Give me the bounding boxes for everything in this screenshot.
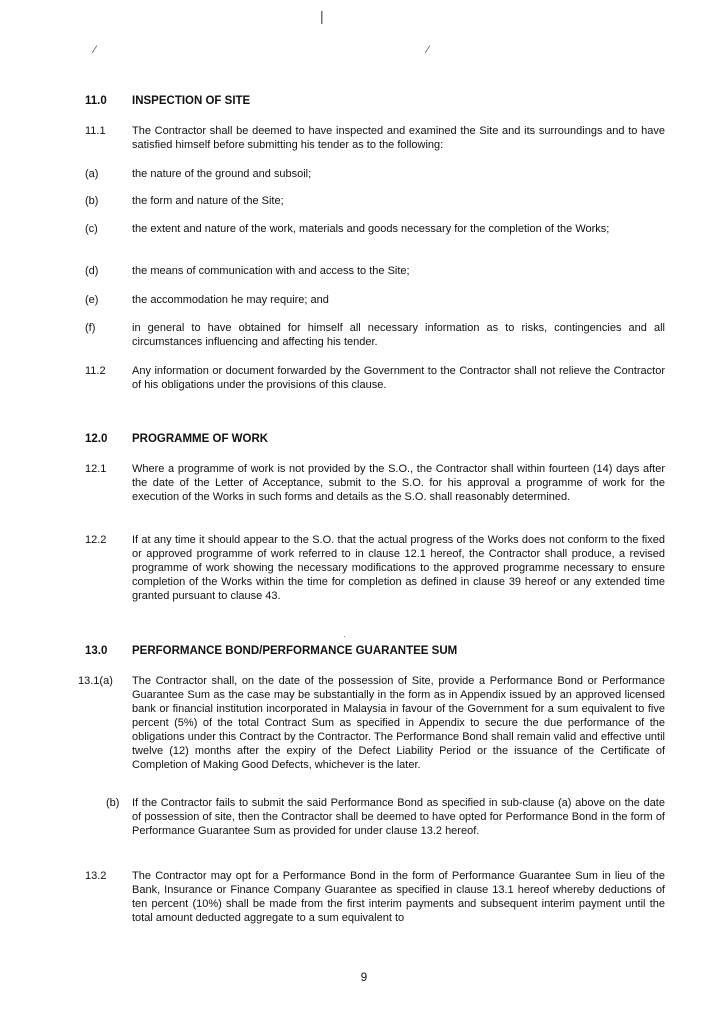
clause-number: 12.1 [85, 463, 107, 475]
clause-number: 11.1 [85, 125, 106, 137]
section-number: 12.0 [85, 433, 108, 445]
clause-number: (a) [85, 168, 99, 180]
clause-text: the means of communication with and access to the Site; [132, 265, 410, 277]
clause-text: If at any time it should appear to the S.O. that the actual progress of the Works does not conform to the fixed or approved programme of work referred to in clause 12.1 hereof, the Contractor shall produce, a revised programme of work showing the necessary modifications to the approved programme necessary to ensure completion of the Works within the time for completion as defined in clause 39 hereof or any extended time granted pursuant to clause 43. [132, 534, 665, 602]
clause-number: 12.2 [85, 534, 107, 546]
clause-text: the extent and nature of the work, materials and goods necessary for the completion of the Works; [132, 223, 610, 235]
section-title: PROGRAMME OF WORK [132, 433, 269, 445]
section-number: 13.0 [85, 645, 108, 657]
clause-number: (c) [85, 223, 98, 235]
clause-text: The Contractor shall be deemed to have inspected and examined the Site and its surroundings and to have satisfied himself before submitting his tender as to the following: [132, 125, 665, 151]
section-number: 11.0 [85, 95, 107, 107]
clause-text: If the Contractor fails to submit the said Performance Bond as specified in sub-clause (a) above on the date of possession of site, then the Contractor shall be deemed to have opted for Performance Bond in the form of Performance Guarantee Sum as provided for under clause 13.2 hereof. [132, 797, 665, 837]
clause-text: in general to have obtained for himself all necessary information as to risks, contingencies and all circumstances influencing and affecting his tender. [132, 322, 665, 348]
clause-text: the accommodation he may require; and [132, 294, 329, 306]
clause-number: (e) [85, 294, 99, 306]
section-heading-11 [85, 95, 250, 107]
scan-mark-left: ⁄ [94, 44, 96, 56]
clause-text: Any information or document forwarded by the Government to the Contractor shall not relieve the Contractor of his obligations under the provisions of this clause. [132, 365, 665, 391]
clause-number: 11.2 [85, 365, 106, 377]
page-number: 9 [360, 972, 368, 984]
section-heading-13 [85, 645, 457, 657]
clause-number: (d) [85, 265, 99, 277]
scan-dot: · [343, 632, 346, 641]
clause-text: Where a programme of work is not provided by the S.O., the Contractor shall within fourteen (14) days after the date of the Letter of Acceptance, submit to the S.O. for his approval a programme of work for the execution of the Works in such forms and details as the S.O. shall reasonably determined. [132, 463, 665, 503]
clause-text: The Contractor shall, on the date of the possession of Site, provide a Performance Bond or Performance Guarantee Sum as the case may be substantially in the form as in Appendix issued by an approved licensed bank or financial institution incorporated in Malaysia in favour of the Government for a sum equivalent to five percent (5%) of the total Contract Sum as specified in Appendix to secure the due performance of the obligations under this Contract by the Contractor. The Performance Bond shall remain valid and effective until twelve (12) months after the expiry of the Defect Liability Period or the issuance of the Certificate of Completion of Making Good Defects, whichever is the later. [132, 675, 665, 771]
section-heading-12 [85, 433, 268, 445]
section-title: INSPECTION OF SITE [132, 95, 251, 107]
clause-number: 13.2 [85, 870, 107, 882]
section-title: PERFORMANCE BOND/PERFORMANCE GUARANTEE SUM [132, 645, 458, 657]
clause-number: (f) [85, 322, 96, 334]
clause-number: (b) [85, 195, 99, 207]
scan-mark-top: | [320, 8, 324, 24]
clause-text: the form and nature of the Site; [132, 195, 284, 207]
clause-text: The Contractor may opt for a Performance Bond in the form of Performance Guarantee Sum in lieu of the Bank, Insurance or Finance Company Guarantee as specified in clause 13.1 hereof whereby deductions of ten percent (10%) shall be made from the first interim payments and subsequent interim payment until the total amount deducted aggregate to a sum equivalent to [132, 870, 665, 924]
clause-text: the nature of the ground and subsoil; [132, 168, 312, 180]
clause-number: 13.1(a) [78, 675, 113, 687]
scan-mark-right: ⁄ [427, 44, 429, 56]
clause-number: (b) [106, 797, 120, 809]
